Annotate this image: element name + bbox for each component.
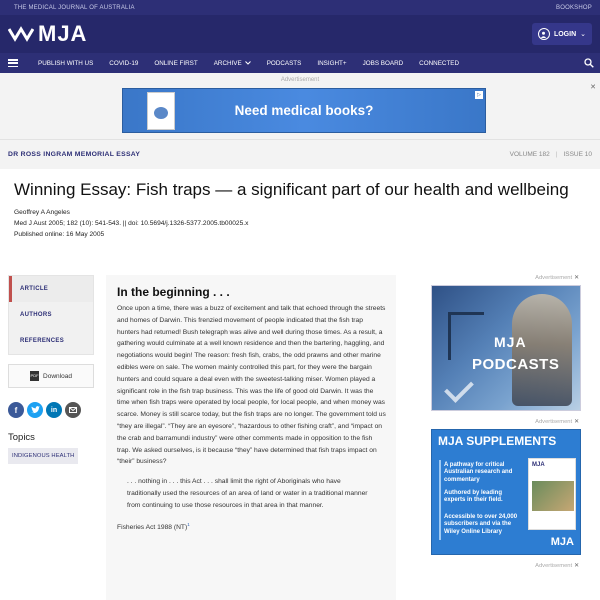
supplements-logo: MJA: [550, 536, 574, 548]
logo-text: MJA: [38, 21, 88, 46]
ad-label: Advertisement ✕: [535, 275, 579, 281]
download-label: Download: [43, 372, 72, 380]
ad-banner-text: Need medical books?: [234, 103, 374, 118]
article-citation: Med J Aust 2005; 182 (10): 541-543. || doi: 10.5694/j.1326-5377.2005.tb00025.x: [14, 220, 249, 227]
article-tabs: [8, 275, 94, 355]
bookshop-link[interactable]: BOOKSHOP: [556, 4, 592, 11]
close-icon[interactable]: ✕: [574, 563, 579, 569]
published-date: Published online: 16 May 2005: [14, 231, 105, 238]
mja-logo[interactable]: [8, 21, 87, 47]
check-icon: [444, 373, 474, 403]
volume-label[interactable]: VOLUME 182: [509, 151, 550, 158]
supplements-bullet-2: Authored by leading experts in their field.: [444, 490, 520, 505]
mja-logo-icon: [8, 26, 34, 42]
nav-online-first[interactable]: ONLINE FIRST: [154, 59, 198, 67]
nav-podcasts[interactable]: PODCASTS: [266, 59, 302, 67]
nav-jobs-board[interactable]: JOBS BOARD: [362, 59, 404, 67]
journal-name-link[interactable]: THE MEDICAL JOURNAL OF AUSTRALIA: [14, 4, 135, 11]
download-button[interactable]: [8, 364, 94, 388]
section-heading: In the beginning . . .: [117, 285, 230, 299]
top-ad-area: [0, 73, 600, 139]
facebook-icon[interactable]: f: [8, 402, 24, 418]
block-quote: . . . nothing in . . . this Act . . . shall limit the right of Aboriginals who have traditionally used the resources of an area of land or water in a traditional manner from continuing to use those resources in that area in that manner.: [127, 478, 368, 509]
login-label: LOGIN: [553, 30, 577, 38]
tab-authors[interactable]: AUTHORS: [20, 312, 52, 318]
menu-icon[interactable]: [8, 59, 18, 67]
main-nav: [0, 53, 600, 73]
issue-label[interactable]: ISSUE 10: [563, 151, 592, 158]
email-icon[interactable]: [65, 402, 81, 418]
nav-insight-plus[interactable]: INSIGHT+: [317, 59, 347, 67]
podcasts-ad[interactable]: [431, 285, 581, 411]
chevron-down-icon: [245, 61, 251, 65]
article-body: [106, 275, 396, 600]
twitter-icon[interactable]: [27, 402, 43, 418]
chevron-down-icon: ⌄: [580, 31, 586, 38]
section-bar: DR ROSS INGRAM MEMORIAL ESSAY VOLUME 182 | ISSUE 10: [0, 139, 600, 169]
nav-archive[interactable]: [214, 60, 251, 67]
supplements-ad[interactable]: [431, 429, 581, 555]
top-utility-bar: [0, 0, 600, 15]
ad-label: Advertisement ✕: [535, 563, 579, 569]
article-header: [0, 169, 600, 269]
brand-bar: [0, 15, 600, 53]
book-image: [147, 92, 175, 130]
article-title: Winning Essay: Fish traps — a significant part of our health and wellbeing: [14, 180, 569, 199]
left-sidebar: [8, 275, 94, 464]
close-icon[interactable]: ✕: [574, 275, 579, 281]
topic-tag-indigenous-health[interactable]: INDIGENOUS HEALTH: [8, 448, 78, 464]
ad-choices-icon[interactable]: ▷: [475, 91, 483, 99]
nav-covid-19[interactable]: COVID-19: [109, 59, 139, 67]
close-icon[interactable]: ✕: [590, 84, 596, 91]
supplements-heading: MJA SUPPLEMENTS: [438, 434, 557, 448]
reference-line: [117, 522, 386, 531]
reference-text: Fisheries Act 1988 (NT): [117, 523, 188, 531]
microphone-icon: [448, 312, 484, 360]
person-image: [512, 294, 572, 406]
supplements-bullet-1: A pathway for critical Australian research and commentary: [444, 462, 520, 484]
supplements-bullet-3: Accessible to over 24,000 subscribers and via the Wiley Online Library: [444, 514, 520, 536]
login-button[interactable]: [532, 23, 592, 45]
journal-cover-image: MJA: [528, 458, 576, 530]
ad-label: Advertisement: [280, 77, 320, 83]
body-paragraph: Once upon a time, there was a buzz of excitement and talk that echoed through the streets and homes of Darwin. This frenzied movement of people indicated that the fish trap hunters had returned! Bush telegraph was alive and well during those times. As a result, a gathering would culminate at a well known residence and then the bartering, haggling, and negotiations would begin! The reason: fresh fish, crabs, the odd prawns and other marine edibles were on sale. The women mainly controlled this part, for they were the bargain hunters and could square a deal even with the sweetest-talking miser. Women played a significant role in the fish trap business. This was the life of good old Darwin. It was the time when fish traps were operated by local people, for local people, and when money was scarce. Money is still scarce today, but the fish traps are no longer. The government told us “they are illegal”. “They are an eyesore”, “hazardous to other fishing craft”, and “impact on the crab and barramundi industry” were other comments made in opposition to the fish trap. We asked ourselves, is it because “they” have determined that fish traps impact on “their” business?: [117, 305, 386, 466]
share-buttons: [8, 402, 94, 418]
close-icon[interactable]: ✕: [574, 419, 579, 425]
linkedin-icon[interactable]: in: [46, 402, 62, 418]
tab-references[interactable]: REFERENCES: [20, 338, 65, 344]
nav-publish-with-us[interactable]: PUBLISH WITH US: [38, 59, 94, 67]
pdf-icon: PDF: [30, 371, 39, 381]
podcasts-ad-title: PODCASTS: [472, 356, 560, 373]
reference-link[interactable]: 1: [187, 521, 190, 527]
tab-article[interactable]: ARTICLE: [9, 276, 93, 302]
podcasts-ad-brand: MJA: [494, 334, 527, 350]
article-author[interactable]: Geoffrey A Angeles: [14, 209, 70, 216]
nav-archive-label: ARCHIVE: [213, 59, 242, 67]
ad-banner[interactable]: [122, 88, 486, 133]
right-sidebar: [431, 275, 581, 573]
user-icon: [538, 28, 550, 40]
search-icon[interactable]: [584, 58, 594, 68]
nav-connected[interactable]: CONNECTED: [419, 59, 460, 67]
section-label[interactable]: DR ROSS INGRAM MEMORIAL ESSAY: [8, 151, 141, 158]
ad-label: Advertisement ✕: [535, 419, 579, 425]
topics-heading: Topics: [8, 432, 35, 443]
